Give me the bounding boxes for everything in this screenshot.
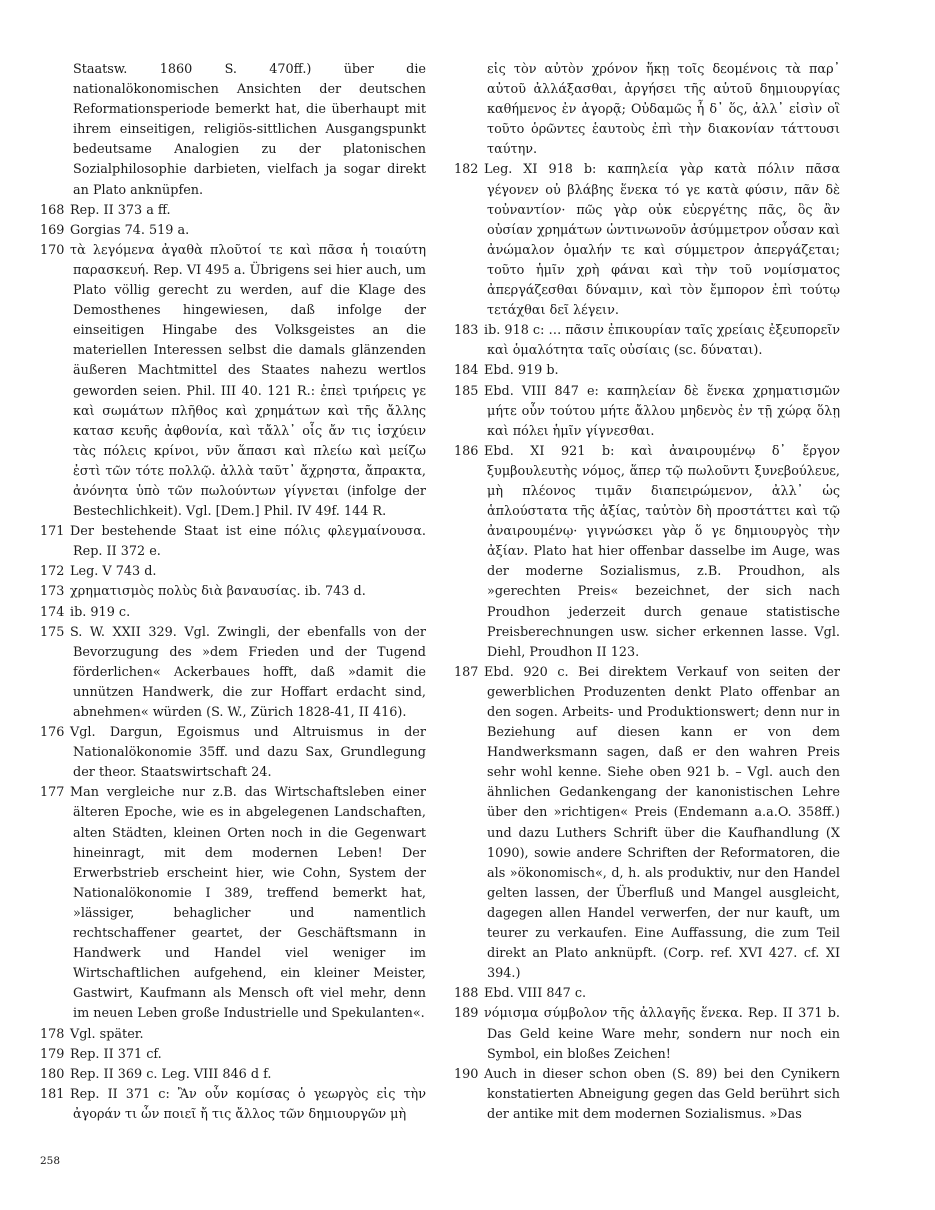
right-column: [454, 60, 840, 1125]
footnote: [454, 1004, 840, 1064]
footnote-number: 187: [454, 664, 479, 680]
footnote-text: Ebd. XI 921 b: καὶ ἀναιρουμένῳ δ᾽ ἔργον ξυμβουλευτὴς νόμος, ἅπερ τῷ πωλοῦντι ξυνεβούλευε, μὴ πλέονος τιμᾶν διαπειρώμενον, ἀλλ᾽ ὡς ἁπλούστατα τῆς ἀξίας, ταὐτὸν δὴ προστάττει καὶ τῷ ἀναιρουμένῳ· γιγνώσκει γὰρ ὅ γε δημιουργὸς τὴν ἀξίαν. Plato hat hier offenbar dasselbe im Auge, was der moderne Sozialismus, z.B. Proudhon, als »gerechten Preis« bezeichnet, der sich nach Proudhon jederzeit durch genaue statistische Preisberechnungen usw. sicher erkennen lasse. Vgl. Diehl, Proudhon II 123.: [484, 443, 840, 660]
footnote: [454, 663, 840, 985]
footnote-text: Auch in dieser schon oben (S. 89) bei den Cynikern konstatierten Abneigung gegen das Geld berührt sich der antike mit dem modernen Sozialismus. »Das: [484, 1066, 840, 1122]
footnote-text: Leg. V 743 d.: [70, 564, 157, 580]
footnote-number: 178: [40, 1026, 65, 1042]
footnote-text: τὰ λεγόμενα ἀγαθὰ πλοῦτοί τε καὶ πᾶσα ἡ τοιαύτη παρασκευή. Rep. VI 495 a. Übrigens sei hier auch, um Plato völlig gerecht zu werden, auf die Klage des Demosthenes hingewiesen, daß infolge der einseitigen Hingabe des Volksgeistes an die materiellen Interessen selbst die damals glänzenden äußeren Machtmittel des Staates nahezu wertlos geworden seien. Phil. III 40. 121 R.: ἐπεὶ τριήρεις γε καὶ σωμάτων πλῆθος καὶ χρημάτων καὶ τῆς ἄλλης κατασ κευῆς ἀφθονία, καὶ τἄλλ᾽ οἷς ἄν τις ἰσχύειν τὰς πόλεις κρίνοι, νῦν ἅπασι καὶ πλείω καὶ μείζω ἐστὶ τῶν τότε πολλῷ. ἀλλὰ ταῦτ᾽ ἄχρηστα, ἄπρακτα, ἀνόνητα ὑπὸ τῶν πωλούντων γίγνεται (infolge der Bestechlichkeit). Vgl. [Dem.] Phil. IV 49f. 144 R.: [70, 242, 426, 520]
footnote: [40, 241, 426, 522]
footnote-number: 169: [40, 222, 65, 238]
footnote-number: 182: [454, 162, 479, 178]
footnote: [40, 221, 426, 241]
footnote-number: 176: [40, 725, 65, 741]
footnote-number: 179: [40, 1046, 65, 1062]
footnote: [40, 562, 426, 582]
footnote: [40, 201, 426, 221]
footnote-number: 188: [454, 986, 479, 1002]
footnote: [454, 361, 840, 381]
footnote-number: 172: [40, 564, 65, 580]
footnote-number: 168: [40, 202, 65, 218]
footnote-number: 174: [40, 604, 65, 620]
footnote: [40, 1085, 426, 1125]
footnote-number: 170: [40, 242, 65, 258]
footnote: [454, 984, 840, 1004]
footnote-number: 184: [454, 363, 479, 379]
page-number: 258: [40, 1155, 61, 1167]
footnote-number: 183: [454, 323, 479, 339]
footnote-text: Der bestehende Staat ist eine πόλις φλεγμαίνουσα. Rep. II 372 e.: [70, 524, 426, 560]
footnote: [454, 321, 840, 361]
footnote: [40, 1065, 426, 1085]
footnote-number: 190: [454, 1066, 479, 1082]
footnote-continuation: Staatsw. 1860 S. 470ff.) über die nationalökonomischen Ansichten der deutschen Reformationsperiode bemerkt hat, die überhaupt mit ihrem einseitigen, religiös-sittlichen Ausgangspunkt bedeutsame Analogien zu der platonischen Sozialphilosophie darbieten, vielfach ja sogar direkt an Plato anknüpfen.: [73, 62, 426, 198]
footnote-text: Ebd. 920 c. Bei direktem Verkauf von seiten der gewerblichen Produzenten denkt Plato offenbar an den sogen. Arbeits- und Produktionswert; denn nur in Beziehung auf diesen kann er von dem Handwerksmann sagen, daß er den wahren Preis sehr wohl kenne. Siehe oben 921 b. – Vgl. auch den ähnlichen Gedankengang der kanonistischen Lehre über den »richtigen« Preis (Endemann a.a.O. 358ff.) und dazu Luthers Schrift über die Kaufhandlung (X 1090), sowie andere Schriften der Reformatoren, die als »ökonomisch«, d, h. als produktiv, nur den Handel gelten lassen, der Überfluß und Mangel ausgleicht, dagegen allen Handel verwerfen, der nur kauft, um teurer zu verkaufen. Eine Auffassung, die zum Teil direkt an Plato anknüpft. (Corp. ref. XVI 427. cf. XI 394.): [484, 664, 840, 982]
footnote-number: 181: [40, 1086, 65, 1102]
footnote: [40, 723, 426, 783]
footnote-number: 186: [454, 443, 479, 459]
footnote: [40, 623, 426, 723]
footnote-text: S. W. XXII 329. Vgl. Zwingli, der ebenfalls von der Bevorzugung des »dem Frieden und der Tugend förderlichen« Ackerbaues hofft, daß »damit die unnützen Handwerk, die zur Hoffart erdacht sind, abnehmen« würden (S. W., Zürich 1828-41, II 416).: [70, 624, 426, 720]
footnote-number: 185: [454, 383, 479, 399]
footnote-text: χρηματισμὸς πολὺς διὰ βαναυσίας. ib. 743 d.: [70, 584, 366, 600]
footnote-number: 175: [40, 624, 65, 640]
footnote: [454, 1065, 840, 1125]
footnote-text: Vgl. später.: [70, 1026, 144, 1042]
footnote-text: Rep. II 369 c. Leg. VIII 846 d f.: [70, 1066, 272, 1082]
footnote-text: Ebd. 919 b.: [484, 363, 559, 379]
footnote-number: 173: [40, 584, 65, 600]
footnote: [454, 442, 840, 663]
footnote-number: 180: [40, 1066, 65, 1082]
footnote: [454, 160, 840, 321]
footnote-text: Man vergleiche nur z.B. das Wirtschaftsleben einer älteren Epoche, wie es in abgelegenen Landschaften, alten Städten, kleinen Orten noch in die Gegenwart hineinragt, mit dem modernen Leben! Der Erwerbstrieb erscheint hier, wie Cohn, System der Nationalökonomie I 389, treffend bemerkt hat, »lässiger, behaglicher und namentlich rechtschaffener geartet, der Geschäftsmann in Handwerk und Handel viel weniger im Wirtschaftlichen aufgehend, ein kleiner Meister, Gastwirt, Kaufmann als Mensch oft viel mehr, denn im neuen Leben große Industrielle und Spekulanten«.: [70, 785, 426, 1022]
footnote-text: ib. 919 c.: [70, 604, 131, 620]
footnote-text: ib. 918 c: … πᾶσιν ἐπικουρίαν ταῖς χρείαις ἐξευπορεῖν καὶ ὁμαλότητα ταῖς οὐσίαις (sc. δύναται).: [484, 323, 840, 359]
footnote-continuation: εἰς τὸν αὐτὸν χρόνον ἥκῃ τοῖς δεομένοις τὰ παρ᾽ αὐτοῦ ἀλλάξασθαι, ἀργήσει τῆς αὑτοῦ δημιουργίας καθήμενος ἐν ἀγορᾷ; Οὐδαμῶς ἦ δ᾽ ὅς, ἀλλ᾽ εἰσὶν οἳ τοῦτο ὁρῶντες ἑαυτοὺς ἐπὶ τὴν διακονίαν τάττουσι ταύτην.: [487, 62, 840, 158]
footnote-text: Rep. II 371 cf.: [70, 1046, 162, 1062]
footnote-text: Ebd. VIII 847 c.: [484, 986, 587, 1002]
footnote-number: 171: [40, 524, 65, 540]
footnote: [40, 783, 426, 1024]
footnote: [40, 582, 426, 602]
footnote-number: 177: [40, 785, 65, 801]
footnote: [40, 522, 426, 562]
left-column: [40, 60, 426, 1125]
footnote-text: Ebd. VIII 847 e: καπηλείαν δὲ ἕνεκα χρηματισμῶν μήτε οὖν τούτου μήτε ἄλλου μηδενὸς ἐν τῇ χώρᾳ ὅλῃ καὶ πόλει ἡμῖν γίγνεσθαι.: [484, 383, 840, 439]
footnote: [40, 603, 426, 623]
footnote-number: 189: [454, 1006, 479, 1022]
footnote: [40, 1045, 426, 1065]
footnote-text: Rep. II 373 a ff.: [70, 202, 171, 218]
footnote-text: Leg. XI 918 b: καπηλεία γὰρ κατὰ πόλιν πᾶσα γέγονεν οὐ βλάβης ἕνεκα τό γε κατὰ φύσιν, πᾶν δὲ τοὐναντίον· πῶς γὰρ οὐκ εὐεργέτης πᾶς, ὃς ἂν οὐσίαν χρημάτων ὡντινωνοῦν ἀσύμμετρον οὖσαν καὶ ἀνώμαλον ὁμαλήν τε καὶ σύμμετρον ἀπεργάζεται; τοῦτο ἡμῖν χρὴ φάναι καὶ τὴν τοῦ νομίσματος ἀπεργάζεσθαι δύναμιν, καὶ τὸν ἔμπορον ἐπὶ τούτῳ τετάχθαι δεῖ λέγειν.: [484, 162, 840, 319]
footnote-text: νόμισμα σύμβολον τῆς ἀλλαγῆς ἕνεκα. Rep. II 371 b. Das Geld keine Ware mehr, sondern nur noch ein Symbol, ein bloßes Zeichen!: [484, 1006, 840, 1062]
footnote: [454, 382, 840, 442]
footnote-text: Rep. II 371 c: Ἂν οὖν κομίσας ὁ γεωργὸς εἰς τὴν ἀγοράν τι ὧν ποιεῖ ἤ τις ἄλλος τῶν δημιουργῶν μὴ: [70, 1086, 426, 1122]
footnote: [40, 1025, 426, 1045]
footnote-text: Vgl. Dargun, Egoismus und Altruismus in der Nationalökonomie 35ff. und dazu Sax, Grundlegung der theor. Staatswirtschaft 24.: [70, 725, 426, 781]
footnote-text: Gorgias 74. 519 a.: [70, 222, 190, 238]
